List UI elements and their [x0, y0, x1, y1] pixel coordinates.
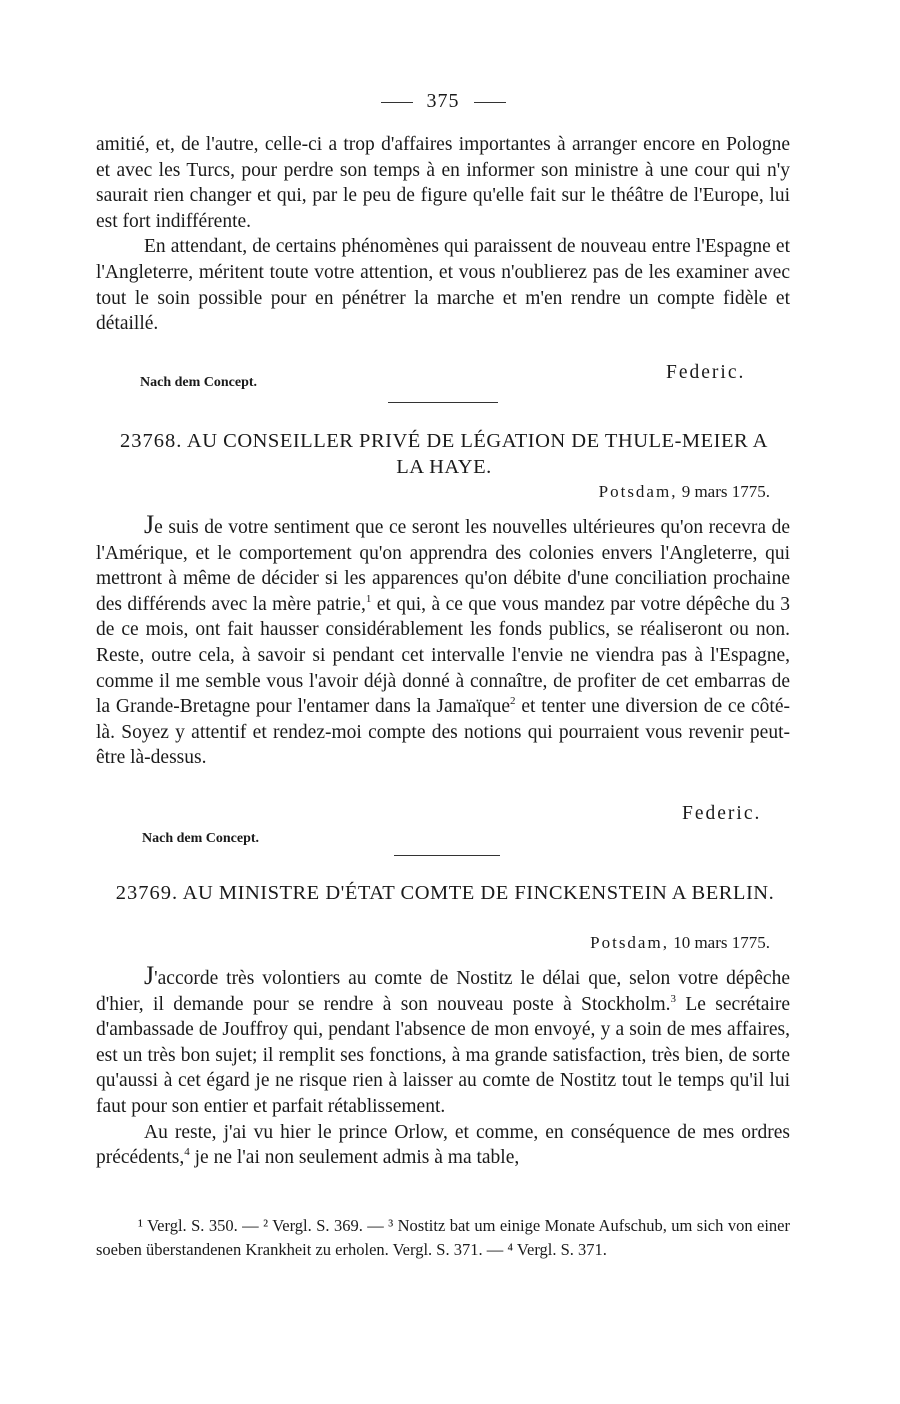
letter-body-23769: [96, 963, 790, 1171]
page-number-text: 375: [426, 90, 460, 112]
dropcap-23768: J: [144, 510, 155, 539]
date-place-23769: Potsdam,: [590, 933, 669, 952]
letter-body-23768: [96, 512, 790, 771]
dateline-23768: [599, 482, 770, 502]
letter-text-23769-d: je ne l'ai non seulement admis à ma table,: [189, 1147, 520, 1169]
page-number-dash-right: [474, 102, 506, 103]
letter-number-23768: 23768.: [120, 430, 183, 452]
letter-text-23768-c: et tenter une diversion de ce côté-là. Soyez y attentif et rendez-moi compte des notions qui pourraient vous revenir peut-être là-dessus.: [96, 696, 790, 769]
signature-23768: Federic.: [682, 803, 762, 824]
page-number: [96, 90, 790, 113]
letter-heading-23769: [110, 880, 780, 906]
source-note-1: Nach dem Concept.: [140, 375, 258, 390]
page-number-dash-left: [381, 102, 413, 103]
dropcap-23769: J: [144, 961, 155, 990]
section-divider-1: [388, 402, 498, 403]
letter-number-23769: 23769.: [115, 882, 179, 904]
letter-paragraph-23768: [96, 512, 790, 771]
footnote-marker-2: 2: [510, 695, 516, 708]
continuation-paragraph: amitié, et, de l'autre, celle-ci a trop d'affaires importantes à arranger encore en Pologne et avec les Turcs, pour perdre son temps à en informer son ministre à une cour qui n'y saurait rien changer et qui, par le peu de figure qu'elle fait sur le théâtre de l'Europe, lui est fort indifférente.: [96, 134, 790, 232]
date-23769: 10 mars 1775.: [673, 933, 770, 952]
footnote-marker-4: 4: [184, 1146, 190, 1159]
footnote-marker-1: 1: [365, 592, 372, 605]
continuation-paragraph-2: En attendant, de certains phénomènes qui paraissent de nouveau entre l'Espagne et l'Angleterre, méritent toute votre attention, et vous n'oublierez pas de les examiner avec tout le soin possible pour en pénétrer la marche et m'en rendre un compte fidèle et détaillé.: [96, 236, 790, 335]
letter-text-23768-b: et qui, à ce que vous mandez par votre dépêche du 3 de ce mois, ont fait hausser considérablement les fonds publics, se réaliseront ou non. Reste, outre cela, à savoir si pendant cet intervalle l'envie ne viendra pas à l'Espagne, comme il me semble vous l'avoir déjà donné à connaître, de profiter de cet embarras de la Grande-Bretagne pour l'entamer dans la Jamaïque: [96, 593, 790, 718]
letter-title-23769: AU MINISTRE D'ÉTAT COMTE DE FINCKENSTEIN A BERLIN.: [182, 882, 775, 904]
letter-paragraph-23769-2: [96, 1120, 790, 1171]
continuation-block: [96, 132, 790, 337]
letter-paragraph-23769: [96, 963, 790, 1120]
letter-text-23768-a: e suis de votre sentiment que ce seront les nouvelles ultérieures qu'on recevra de l'Amérique, et le comportement qu'on apprendra des colonies envers l'Angleterre, qui mettront à même de décider si les apparences qu'on débite d'une conciliation prochaine des différends avec la mère patrie,: [96, 517, 790, 615]
letter-text-23769-a: 'accorde très volontiers au comte de Nostitz le délai que, selon votre dépêche d'hier, il demande pour se rendre à son nouveau poste à Stockholm.: [96, 968, 790, 1015]
letter-heading-23768: [104, 428, 784, 480]
letter-title-23768: AU CONSEILLER PRIVÉ DE LÉGATION DE THULE-MEIER A LA HAYE.: [186, 430, 768, 478]
letter-text-23769-c: Au reste, j'ai vu hier le prince Orlow, et comme, en conséquence de mes ordres précédents,: [96, 1121, 790, 1169]
footnote-marker-3: 3: [670, 992, 677, 1005]
date-place-23768: Potsdam,: [598, 482, 678, 501]
date-23768: 9 mars 1775.: [681, 482, 770, 501]
signature-1: Federic.: [666, 362, 746, 383]
dateline-23769: [590, 933, 770, 953]
section-divider-2: [394, 855, 500, 856]
letter-text-23769-b: Le secrétaire d'ambassade de Jouffroy qui, pendant l'absence de mon envoyé, y a soin de mes affaires, est un très bon sujet; il remplit ses fonctions, à ma grande satisfaction, très bien, de sorte qu'aussi à cet égard je ne risque rien à laisser au comte de Nostitz tout le temps qu'il lui faut pour son entier et parfait rétablissement.: [96, 993, 790, 1117]
source-note-23768: Nach dem Concept.: [142, 831, 260, 846]
footnotes: ¹ Vergl. S. 350. — ² Vergl. S. 369. — ³ Nostitz bat um einige Monate Aufschub, um sich von einer soeben überstandenen Krankheit zu erholen. Vergl. S. 371. — ⁴ Vergl. S. 371.: [96, 1216, 790, 1259]
